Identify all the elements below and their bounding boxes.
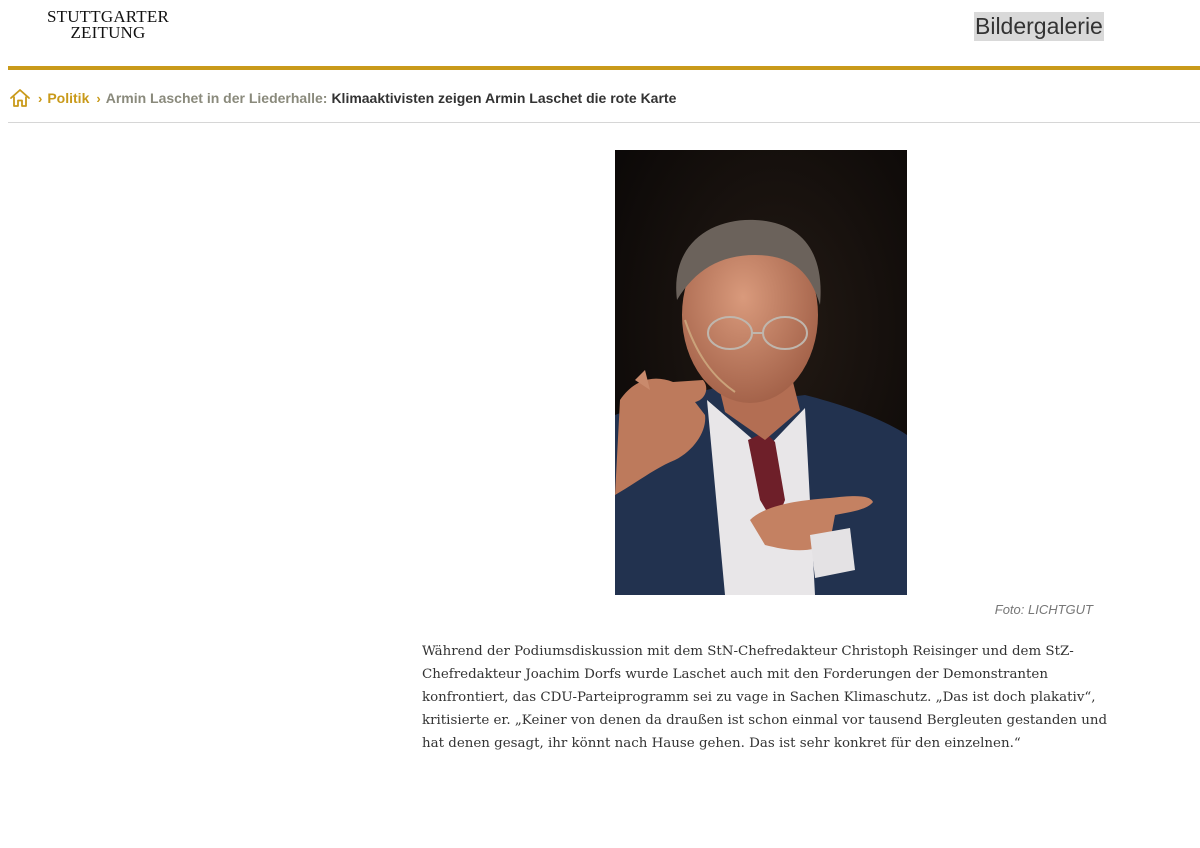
breadcrumb-current-page: Klimaaktivisten zeigen Armin Laschet die rote Karte [331,90,677,106]
header-divider [8,66,1200,70]
breadcrumb-separator: › [38,90,43,106]
breadcrumb-link-topic[interactable]: Armin Laschet in der Liederhalle: [105,90,328,106]
breadcrumb-link-politik[interactable]: Politik [47,90,90,106]
breadcrumb [9,86,676,110]
logo-line-1: STUTTGARTER [46,7,170,26]
gallery-label: Bildergalerie [975,13,1103,39]
site-logo[interactable] [33,9,183,41]
gallery-photo[interactable] [615,150,907,595]
logo-line-2: ZEITUNG [70,23,146,42]
home-icon[interactable] [9,87,31,109]
article-paragraph: Während der Podiumsdiskussion mit dem StN-Chefredakteur Christoph Reisinger und dem StZ-Chefredakteur Joachim Dorfs wurde Laschet auch mit den Forderungen der Demonstranten konfrontiert, das CDU-Parteiprogramm sei zu vage in Sachen Klimaschutz. „Das ist doch plakativ“, kritisierte er. „Keiner von denen da draußen ist schon einmal vor tausend Bergleuten gestanden und hat denen gesagt, ihr könnt nach Hause gehen. Das ist sehr konkret für den einzelnen.“ [422,644,1108,751]
breadcrumb-divider [8,122,1200,123]
photo-caption: Foto: LICHTGUT [994,602,1093,617]
site-header [0,0,1200,66]
breadcrumb-separator: › [96,90,101,106]
